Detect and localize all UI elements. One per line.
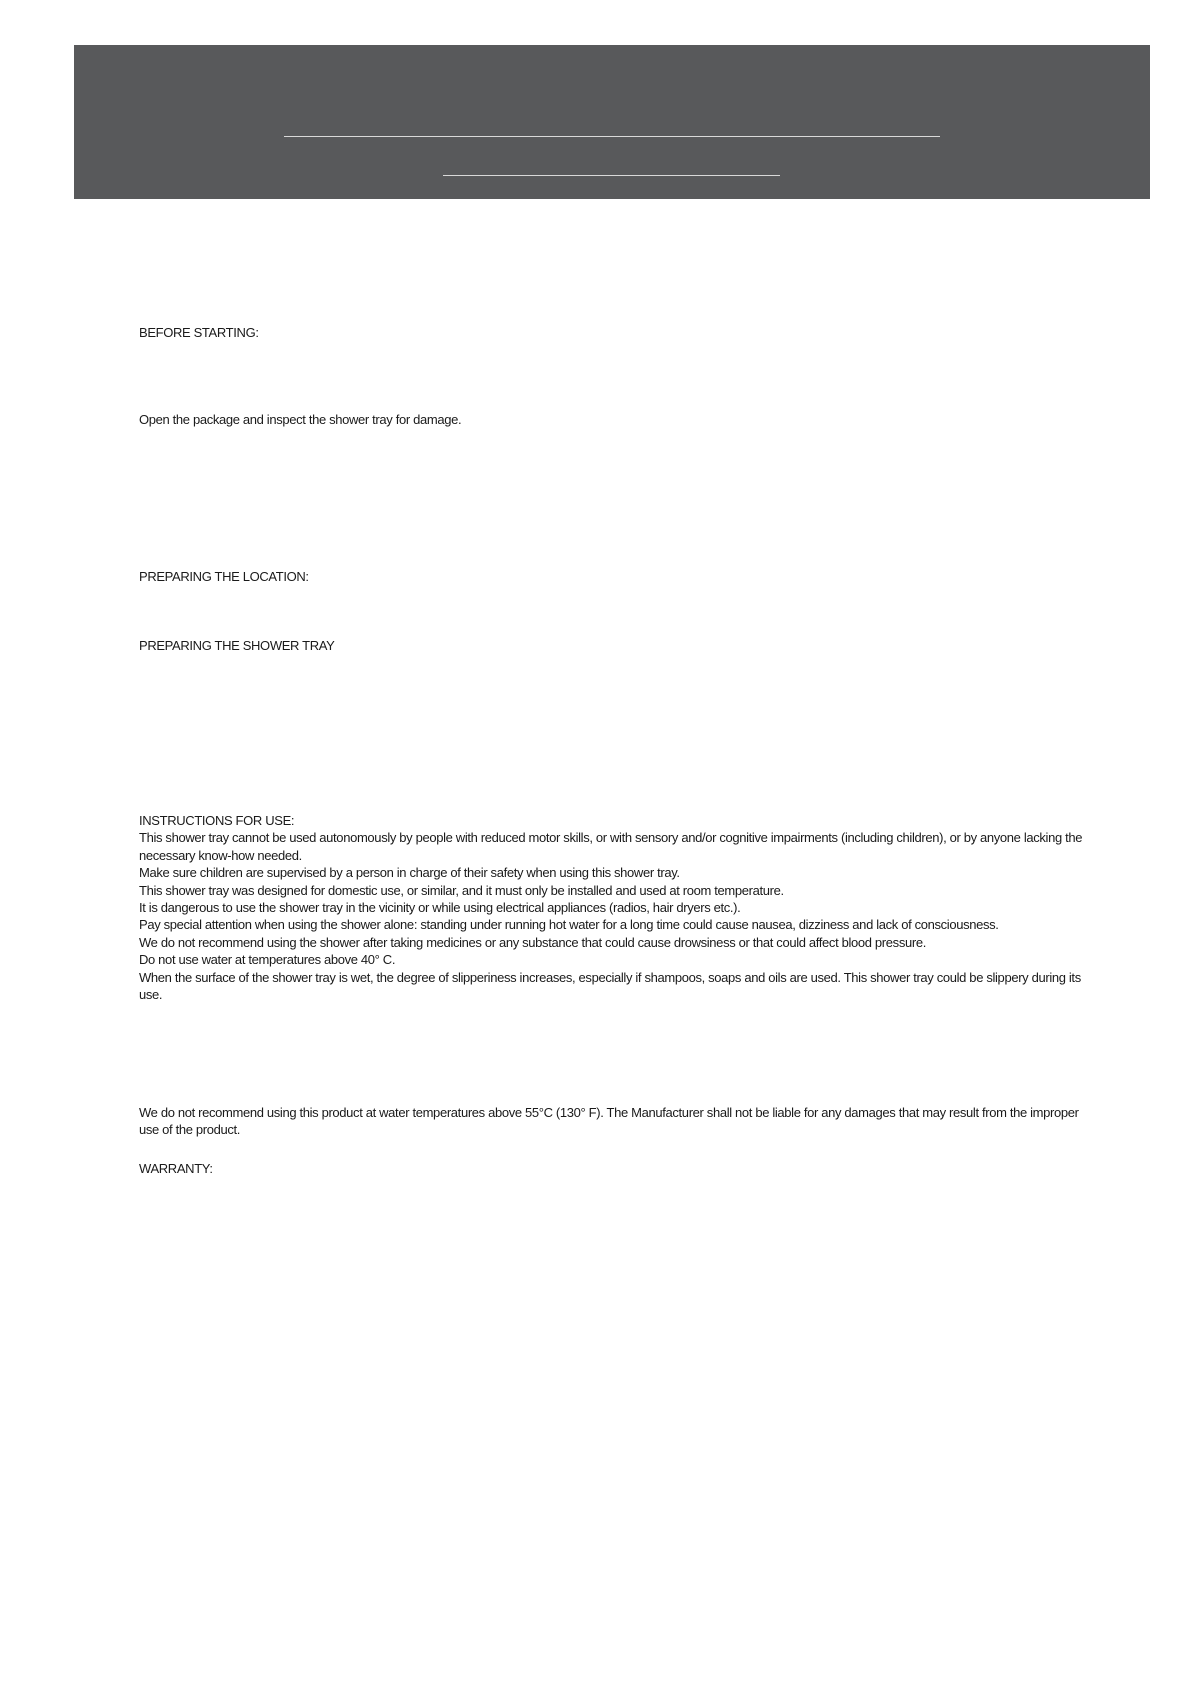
instruction-line: This shower tray cannot be used autonomously by people with reduced motor skills, or with sensory and/or cognitive impairments (including children), or by anyone lacking the necessary know-how needed. xyxy=(139,830,1083,863)
heading-preparing-location-text: PREPARING THE LOCATION: xyxy=(139,569,309,584)
heading-preparing-location xyxy=(139,568,1089,585)
instruction-line: Pay special attention when using the shower alone: standing under running hot water for a long time could cause nausea, dizziness and lack of consciousness. xyxy=(139,917,999,933)
heading-before-starting xyxy=(139,324,1089,341)
header-title-rule xyxy=(284,136,940,137)
instruction-line: When the surface of the shower tray is wet, the degree of slipperiness increases, especially if shampoos, soaps and oils are used. This shower tray could be slippery during its use. xyxy=(139,969,1081,1003)
paragraph-temperature-notice xyxy=(139,1104,1089,1139)
instruction-line: Do not use water at temperatures above 40° C. xyxy=(139,952,396,968)
instruction-line: This shower tray was designed for domestic use, or similar, and it must only be installed and used at room temperature. xyxy=(139,882,784,898)
instruction-line: It is dangerous to use the shower tray in the vicinity or while using electrical appliances (radios, hair dryers etc.). xyxy=(139,900,741,916)
paragraph-inspect-package xyxy=(139,411,1089,428)
paragraph-temperature-notice-text: We do not recommend using this product at water temperatures above 55°C (130° F). The Manufacturer shall not be liable for any damages that may result from the improper use of the product. xyxy=(139,1105,1079,1138)
heading-warranty xyxy=(139,1160,1089,1177)
heading-instructions-for-use: INSTRUCTIONS FOR USE: xyxy=(139,813,295,828)
heading-preparing-shower-tray-text: PREPARING THE SHOWER TRAY xyxy=(139,638,335,653)
instruction-line: We do not recommend using the shower after taking medicines or any substance that could cause drowsiness or that could affect blood pressure. xyxy=(139,934,926,950)
header-subtitle-rule xyxy=(443,175,780,176)
heading-before-starting-text: BEFORE STARTING: xyxy=(139,325,259,340)
instruction-line: Make sure children are supervised by a person in charge of their safety when using this shower tray. xyxy=(139,865,680,881)
heading-preparing-shower-tray xyxy=(139,637,1089,654)
section-instructions-for-use xyxy=(139,812,1089,1003)
paragraph-inspect-package-text: Open the package and inspect the shower tray for damage. xyxy=(139,412,462,427)
heading-warranty-text: WARRANTY: xyxy=(139,1161,213,1176)
